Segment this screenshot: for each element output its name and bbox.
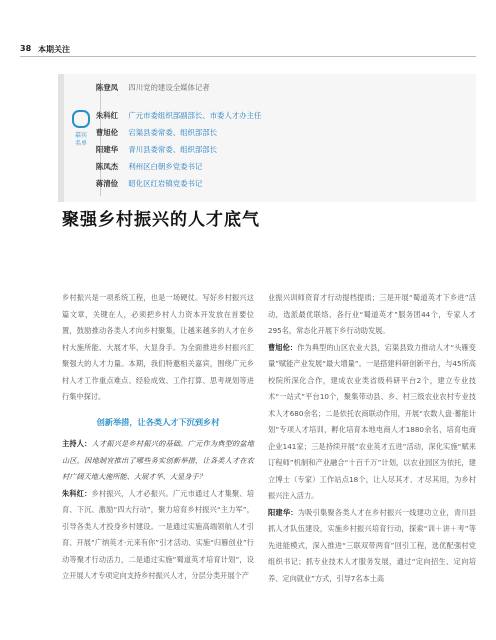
speaker-text: 作为典型的山区农业大县，宕渠县致力推动人才“头雁变量”赋能产业发展“最大增量”。一是搭建科研创新平台，与45所高校院所深化合作，建成农业类省级科研平台2个，建立专业技术“一站式”平台10个，聚集带动县、乡、村三级农业农村专业技术人才680余名；二是依托农商联动作用，开展“农数人盘·蓄能计划”专项人才培训，孵化培育本地电商人才1880余名，培育电商企业141家；三是持续开展“农业英才五进”活动，深化实施“赋来订程师”机制和产业融合“十百千万”计划，以农业园区为依托，建立博士（专家）工作站点18个，让人尽其才、才尽其用，为乡村振兴注入活力。 (268, 342, 476, 500)
host-label: 主持人： (62, 439, 92, 448)
section-title: 本期关注 (38, 45, 70, 54)
guest-name: 朱科红 (95, 111, 118, 120)
guest-row (86, 178, 202, 190)
subheading: 创新举措，让各类人才下沉到乡村 (96, 416, 220, 427)
speaker-answer (268, 505, 476, 588)
guest-name: 陈凤杰 (95, 162, 118, 171)
intro-paragraph: 乡村振兴是一项系统工程，也是一场硬仗。写好乡村振兴这篇文章，关键在人，必须把乡村人力资本开发放在首要位置，鼓励推动各类人才向乡村聚集，让越来越多的人才在乡村大施所能、大展才华、大显身手。为全面推进乡村振兴汇聚强大的人才力量。本期，我们特邀相关嘉宾，围绕广元乡村人才工作重点难点、经验成效、工作打算、思考规划等进行集中探讨。 (62, 293, 254, 401)
article-title: 聚强乡村振兴的人才底气 (62, 210, 260, 230)
guest-name: 曹旭伦 (95, 128, 118, 137)
guest-card-stripe (58, 74, 64, 202)
speaker-answer (268, 340, 476, 505)
guest-role: 宕渠县委常委、组织部部长 (128, 128, 218, 137)
speaker-label: 朱科红： (62, 488, 92, 498)
guest-row (86, 110, 261, 122)
guest-name: 蒋清俭 (95, 179, 118, 188)
guest-role: 青川县委常委、组织部部长 (128, 145, 218, 154)
speaker-text: 乡村振兴，人才必振兴。广元市通过人才集聚、培育、下沉、激励“四大行动”，聚力培育乡村振兴“主力军”，引导各类人才投身乡村建设。一是通过实施高端领航人才引育、开展“广纳英才·元来有你”引才活动、实施“归雁创业”行动等聚才行动活力，二是通过实施“蜀道英才培育计划”，设立开展人才专项定向支持乡村振兴人才，分层分类开展个产 (62, 488, 254, 580)
guest-role: 昭化区红岩镇党委书记 (128, 179, 203, 188)
speaker-label: 阳建华： (268, 507, 298, 517)
speaker-text: 为吸引集聚各类人才在乡村振兴一线建功立业，青川县抓人才队伍建设，实施乡村振兴培育行动，探索“训＋讲＋考”等先进能模式，深入推进“三联双带两育”回引工程，选优配强村党组织书记；抓专业技术人才服务发展，通过“定向招生、定向培养、定向就业”方式，引导7名本土高 (268, 507, 476, 583)
continued-paragraph: 业振兴训师资育才行动提档提质；三是开展“蜀道英才下乡进”活动，选派最优联络、各行业“蜀道英才”服务团44个，专家人才295名，常态化开展下乡行动助发展。 (268, 293, 476, 335)
left-column (62, 290, 254, 585)
guest-role: 四川党的建设全媒体记者 (128, 83, 210, 92)
host-question (62, 436, 254, 486)
guest-row (86, 82, 210, 94)
guest-row (86, 161, 202, 173)
page-number: 38 (20, 44, 32, 53)
guest-name: 陈登凤 (95, 83, 118, 92)
guest-list-label: 嘉宾 名单 (74, 132, 87, 147)
guest-name: 阳建华 (95, 145, 118, 154)
host-text: 人才振兴是乡村振兴的基础。广元作为典型的盆地山区，因地制宜推出了哪些务实创新举措，让各类人才在农村广阔天地大施所能、大展才华、大显身手？ (62, 439, 254, 481)
guest-row (86, 144, 217, 156)
speaker-label: 曹旭伦： (268, 342, 298, 352)
header-divider (20, 56, 476, 57)
speaker-answer (62, 486, 254, 585)
guest-role: 利州区白朝乡党委书记 (128, 162, 203, 171)
right-column (268, 290, 476, 587)
guest-role: 广元市委组织部副部长、市委人才办主任 (128, 111, 262, 120)
guest-row (86, 127, 217, 139)
